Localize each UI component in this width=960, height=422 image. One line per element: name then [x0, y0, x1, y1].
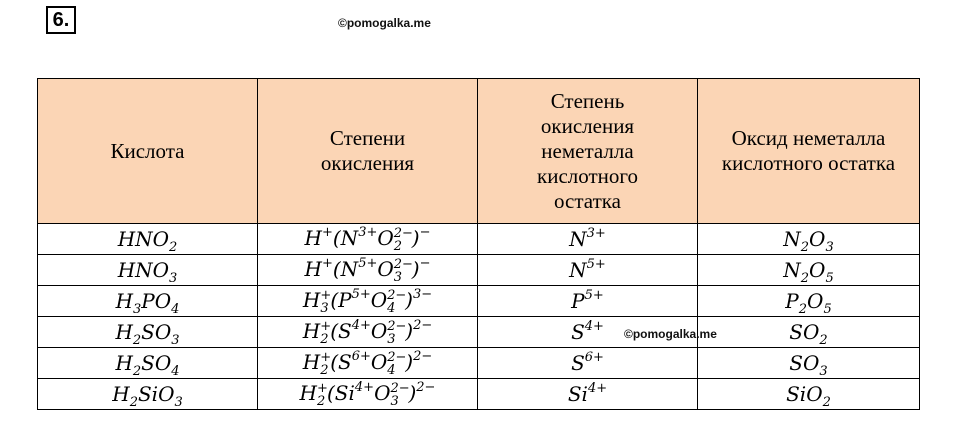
header-nonmetal-state: Степень окисления неметалла кислотного остатка: [478, 79, 698, 224]
acid-formula: $H_3PO_4$: [38, 286, 258, 317]
watermark-middle: ©pomogalka.me: [624, 327, 717, 341]
acid-formula: $H_2SO_3$: [38, 317, 258, 348]
oxidation-states-formula: H + 2 ($Si^{4+}O$ 2− 3 )$^{2-}$: [258, 379, 478, 410]
header-row: [38, 79, 920, 224]
oxidation-states-formula: H + 2 ($S^{4+}O$ 2− 3 )$^{2-}$: [258, 317, 478, 348]
oxidation-states-formula: $H^+(N^{3+}O$ 2− 2 )−: [258, 224, 478, 255]
table-row: [38, 224, 920, 255]
task-number: 6.: [46, 6, 76, 34]
nonmetal-state-formula: $N^{3+}$: [478, 224, 698, 255]
oxidation-states-formula: H + 3 ($P^{5+}O$ 2− 4 )$^{3-}$: [258, 286, 478, 317]
nonmetal-state-formula: $P^{5+}$: [478, 286, 698, 317]
oxide-formula: SiO$_2$: [698, 379, 920, 410]
header-acid: Кислота: [38, 79, 258, 224]
oxide-formula: $N_2O_3$: [698, 224, 920, 255]
oxide-formula: $SO_2$: [698, 317, 920, 348]
oxide-formula: $P_2O_5$: [698, 286, 920, 317]
oxide-formula: $N_2O_5$: [698, 255, 920, 286]
acid-formula: $HNO_3$: [38, 255, 258, 286]
table-row: [38, 348, 920, 379]
header-oxide: Оксид неметалла кислотного остатка: [698, 79, 920, 224]
acid-formula: $HNO_2$: [38, 224, 258, 255]
chemistry-table: [37, 78, 920, 410]
table-row: [38, 255, 920, 286]
nonmetal-state-formula: $S^{6+}$: [478, 348, 698, 379]
header-oxidation-states: Степени окисления: [258, 79, 478, 224]
table-row: [38, 286, 920, 317]
watermark-top: ©pomogalka.me: [338, 16, 431, 30]
table-row: [38, 317, 920, 348]
acid-formula: $H_2SO_4$: [38, 348, 258, 379]
acid-formula: $H_2SiO_3$: [38, 379, 258, 410]
oxide-formula: $SO_3$: [698, 348, 920, 379]
nonmetal-state-formula: $N^{5+}$: [478, 255, 698, 286]
oxidation-states-formula: $H^+(N^{5+}O$ 2− 3 )−: [258, 255, 478, 286]
oxidation-states-formula: H + 2 ($S^{6+}O$ 2− 4 )$^{2-}$: [258, 348, 478, 379]
nonmetal-state-formula: $S^{4+}$: [478, 317, 698, 348]
nonmetal-state-formula: $Si^{4+}$: [478, 379, 698, 410]
table-row: [38, 379, 920, 410]
